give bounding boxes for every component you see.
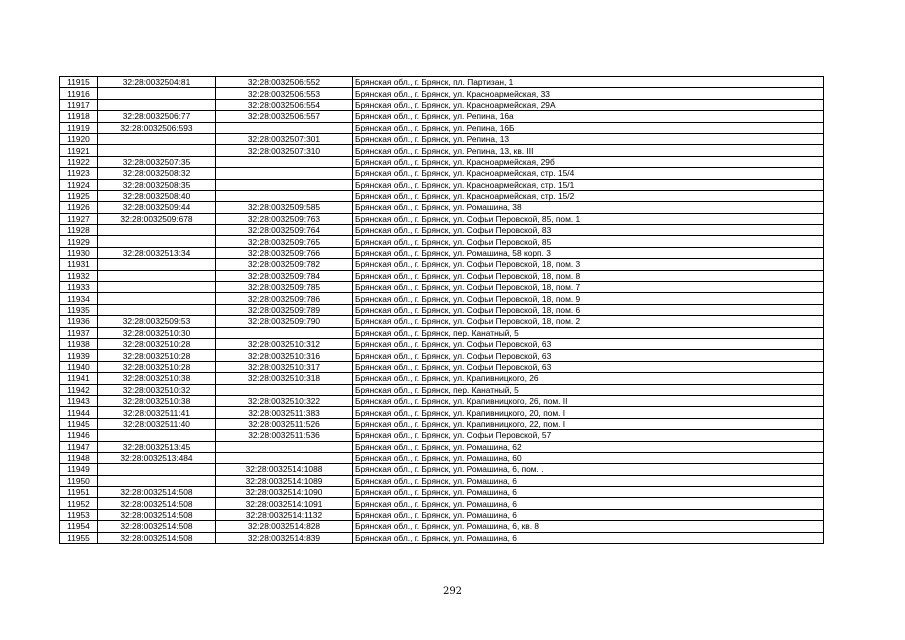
address-cell: Брянская обл., г. Брянск, ул. Ромашина, 58 корп. 3: [353, 247, 824, 258]
row-number-cell: 11937: [60, 327, 98, 338]
table-row: [60, 361, 824, 372]
parent-cadastral-number-cell: [98, 464, 216, 475]
address-cell: Брянская обл., г. Брянск, ул. Софьи Перовской, 85, пом. 1: [353, 213, 824, 224]
parent-cadastral-number-cell: 32:28:0032510:38: [98, 395, 216, 406]
parent-cadastral-number-cell: [98, 259, 216, 270]
row-number-cell: 11950: [60, 475, 98, 486]
table-row: [60, 521, 824, 532]
table-row: [60, 168, 824, 179]
table-row: [60, 464, 824, 475]
cadastral-number-cell: 32:28:0032506:553: [216, 88, 353, 99]
table-row: [60, 395, 824, 406]
cadastral-number-cell: 32:28:0032514:1088: [216, 464, 353, 475]
parent-cadastral-number-cell: [98, 282, 216, 293]
row-number-cell: 11946: [60, 430, 98, 441]
row-number-cell: 11945: [60, 418, 98, 429]
address-cell: Брянская обл., г. Брянск, ул. Софьи Перовской, 63: [353, 361, 824, 372]
table-row: [60, 304, 824, 315]
address-cell: Брянская обл., г. Брянск, ул. Красноармейская, 33: [353, 88, 824, 99]
address-cell: Брянская обл., г. Брянск, ул. Софьи Перовской, 85: [353, 236, 824, 247]
parent-cadastral-number-cell: [98, 133, 216, 144]
table-row: [60, 156, 824, 167]
row-number-cell: 11952: [60, 498, 98, 509]
parent-cadastral-number-cell: 32:28:0032511:41: [98, 407, 216, 418]
address-cell: Брянская обл., г. Брянск, ул. Ромашина, 38: [353, 202, 824, 213]
parent-cadastral-number-cell: [98, 304, 216, 315]
address-cell: Брянская обл., г. Брянск, ул. Репина, 16Б: [353, 122, 824, 133]
address-cell: Брянская обл., г. Брянск, ул. Ромашина, 6: [353, 475, 824, 486]
parent-cadastral-number-cell: 32:28:0032510:28: [98, 338, 216, 349]
row-number-cell: 11931: [60, 259, 98, 270]
address-cell: Брянская обл., г. Брянск, ул. Ромашина, 6: [353, 509, 824, 520]
cadastral-number-cell: 32:28:0032509:585: [216, 202, 353, 213]
parent-cadastral-number-cell: 32:28:0032513:484: [98, 452, 216, 463]
parent-cadastral-number-cell: [98, 145, 216, 156]
parent-cadastral-number-cell: 32:28:0032510:30: [98, 327, 216, 338]
cadastral-number-cell: [216, 190, 353, 201]
parent-cadastral-number-cell: 32:28:0032504:81: [98, 77, 216, 88]
row-number-cell: 11920: [60, 133, 98, 144]
cadastral-number-cell: 32:28:0032509:790: [216, 316, 353, 327]
address-cell: Брянская обл., г. Брянск, ул. Репина, 16а: [353, 111, 824, 122]
row-number-cell: 11939: [60, 350, 98, 361]
cadastral-number-cell: 32:28:0032514:1089: [216, 475, 353, 486]
row-number-cell: 11932: [60, 270, 98, 281]
table-row: [60, 190, 824, 201]
row-number-cell: 11919: [60, 122, 98, 133]
table-row: [60, 122, 824, 133]
table-row: [60, 430, 824, 441]
parent-cadastral-number-cell: 32:28:0032509:44: [98, 202, 216, 213]
cadastral-number-cell: 32:28:0032506:552: [216, 77, 353, 88]
cadastral-number-cell: [216, 441, 353, 452]
address-cell: Брянская обл., г. Брянск, пл. Партизан, 1: [353, 77, 824, 88]
cadastral-table: [59, 76, 824, 544]
address-cell: Брянская обл., г. Брянск, ул. Ромашина, 6: [353, 532, 824, 543]
table-row: [60, 270, 824, 281]
table-row: [60, 225, 824, 236]
parent-cadastral-number-cell: 32:28:0032508:35: [98, 179, 216, 190]
row-number-cell: 11928: [60, 225, 98, 236]
row-number-cell: 11933: [60, 282, 98, 293]
parent-cadastral-number-cell: 32:28:0032514:508: [98, 498, 216, 509]
cadastral-number-cell: 32:28:0032506:557: [216, 111, 353, 122]
parent-cadastral-number-cell: 32:28:0032514:508: [98, 487, 216, 498]
table-row: [60, 99, 824, 110]
address-cell: Брянская обл., г. Брянск, ул. Крапивницкого, 26, пом. II: [353, 395, 824, 406]
table-row: [60, 373, 824, 384]
row-number-cell: 11918: [60, 111, 98, 122]
table-row: [60, 338, 824, 349]
cadastral-number-cell: 32:28:0032511:526: [216, 418, 353, 429]
cadastral-number-cell: 32:28:0032509:763: [216, 213, 353, 224]
cadastral-number-cell: [216, 179, 353, 190]
table-row: [60, 247, 824, 258]
address-cell: Брянская обл., г. Брянск, ул. Красноармейская, стр. 15/4: [353, 168, 824, 179]
table-row: [60, 452, 824, 463]
row-number-cell: 11923: [60, 168, 98, 179]
row-number-cell: 11916: [60, 88, 98, 99]
row-number-cell: 11949: [60, 464, 98, 475]
cadastral-number-cell: 32:28:0032510:312: [216, 338, 353, 349]
table-row: [60, 259, 824, 270]
cadastral-number-cell: 32:28:0032511:383: [216, 407, 353, 418]
table-row: [60, 316, 824, 327]
row-number-cell: 11934: [60, 293, 98, 304]
parent-cadastral-number-cell: [98, 225, 216, 236]
row-number-cell: 11929: [60, 236, 98, 247]
address-cell: Брянская обл., г. Брянск, ул. Ромашина, 6: [353, 498, 824, 509]
row-number-cell: 11940: [60, 361, 98, 372]
cadastral-number-cell: 32:28:0032506:554: [216, 99, 353, 110]
parent-cadastral-number-cell: 32:28:0032513:45: [98, 441, 216, 452]
row-number-cell: 11924: [60, 179, 98, 190]
cadastral-number-cell: 32:28:0032510:322: [216, 395, 353, 406]
row-number-cell: 11915: [60, 77, 98, 88]
parent-cadastral-number-cell: 32:28:0032509:678: [98, 213, 216, 224]
row-number-cell: 11921: [60, 145, 98, 156]
parent-cadastral-number-cell: 32:28:0032508:40: [98, 190, 216, 201]
row-number-cell: 11935: [60, 304, 98, 315]
row-number-cell: 11936: [60, 316, 98, 327]
cadastral-number-cell: [216, 122, 353, 133]
cadastral-number-cell: 32:28:0032514:828: [216, 521, 353, 532]
parent-cadastral-number-cell: 32:28:0032507:35: [98, 156, 216, 167]
row-number-cell: 11938: [60, 338, 98, 349]
cadastral-number-cell: 32:28:0032511:536: [216, 430, 353, 441]
table-row: [60, 441, 824, 452]
address-cell: Брянская обл., г. Брянск, ул. Красноармейская, 29А: [353, 99, 824, 110]
table-row: [60, 145, 824, 156]
address-cell: Брянская обл., г. Брянск, ул. Софьи Перовской, 18, пом. 3: [353, 259, 824, 270]
table-row: [60, 236, 824, 247]
cadastral-number-cell: 32:28:0032507:301: [216, 133, 353, 144]
cadastral-number-cell: 32:28:0032509:784: [216, 270, 353, 281]
parent-cadastral-number-cell: [98, 475, 216, 486]
table-row: [60, 498, 824, 509]
address-cell: Брянская обл., г. Брянск, ул. Софьи Перовской, 18, пом. 2: [353, 316, 824, 327]
address-cell: Брянская обл., г. Брянск, ул. Ромашина, 6, кв. 8: [353, 521, 824, 532]
address-cell: Брянская обл., г. Брянск, ул. Красноармейская, 29б: [353, 156, 824, 167]
cadastral-number-cell: 32:28:0032514:839: [216, 532, 353, 543]
table-row: [60, 293, 824, 304]
parent-cadastral-number-cell: 32:28:0032509:53: [98, 316, 216, 327]
parent-cadastral-number-cell: [98, 430, 216, 441]
parent-cadastral-number-cell: 32:28:0032506:593: [98, 122, 216, 133]
table-row: [60, 532, 824, 543]
table-row: [60, 88, 824, 99]
table-row: [60, 327, 824, 338]
table-row: [60, 384, 824, 395]
address-cell: Брянская обл., г. Брянск, ул. Ромашина, 62: [353, 441, 824, 452]
cadastral-number-cell: 32:28:0032514:1091: [216, 498, 353, 509]
table-row: [60, 77, 824, 88]
parent-cadastral-number-cell: [98, 99, 216, 110]
table-row: [60, 133, 824, 144]
cadastral-number-cell: 32:28:0032510:318: [216, 373, 353, 384]
cadastral-number-cell: 32:28:0032514:1132: [216, 509, 353, 520]
row-number-cell: 11927: [60, 213, 98, 224]
row-number-cell: 11947: [60, 441, 98, 452]
table-row: [60, 487, 824, 498]
parent-cadastral-number-cell: 32:28:0032514:508: [98, 532, 216, 543]
parent-cadastral-number-cell: 32:28:0032511:40: [98, 418, 216, 429]
address-cell: Брянская обл., г. Брянск, ул. Репина, 13, кв. III: [353, 145, 824, 156]
parent-cadastral-number-cell: 32:28:0032514:508: [98, 509, 216, 520]
table-row: [60, 418, 824, 429]
cadastral-number-cell: 32:28:0032509:789: [216, 304, 353, 315]
address-cell: Брянская обл., г. Брянск, ул. Крапивницкого, 22, пом. I: [353, 418, 824, 429]
address-cell: Брянская обл., г. Брянск, ул. Ромашина, 6: [353, 487, 824, 498]
cadastral-number-cell: 32:28:0032510:316: [216, 350, 353, 361]
cadastral-number-cell: 32:28:0032507:310: [216, 145, 353, 156]
cadastral-number-cell: [216, 452, 353, 463]
cadastral-number-cell: 32:28:0032514:1090: [216, 487, 353, 498]
parent-cadastral-number-cell: 32:28:0032510:28: [98, 350, 216, 361]
row-number-cell: 11917: [60, 99, 98, 110]
parent-cadastral-number-cell: [98, 293, 216, 304]
row-number-cell: 11943: [60, 395, 98, 406]
address-cell: Брянская обл., г. Брянск, ул. Софьи Перовской, 83: [353, 225, 824, 236]
row-number-cell: 11930: [60, 247, 98, 258]
parent-cadastral-number-cell: 32:28:0032513:34: [98, 247, 216, 258]
row-number-cell: 11953: [60, 509, 98, 520]
address-cell: Брянская обл., г. Брянск, ул. Красноармейская, стр. 15/1: [353, 179, 824, 190]
row-number-cell: 11955: [60, 532, 98, 543]
cadastral-number-cell: 32:28:0032509:782: [216, 259, 353, 270]
cadastral-number-cell: 32:28:0032509:764: [216, 225, 353, 236]
row-number-cell: 11925: [60, 190, 98, 201]
address-cell: Брянская обл., г. Брянск, ул. Ромашина, 60: [353, 452, 824, 463]
address-cell: Брянская обл., г. Брянск, ул. Крапивницкого, 20, пом. I: [353, 407, 824, 418]
cadastral-number-cell: 32:28:0032510:317: [216, 361, 353, 372]
parent-cadastral-number-cell: 32:28:0032514:508: [98, 521, 216, 532]
cadastral-number-cell: 32:28:0032509:765: [216, 236, 353, 247]
cadastral-number-cell: [216, 156, 353, 167]
cadastral-number-cell: 32:28:0032509:785: [216, 282, 353, 293]
row-number-cell: 11951: [60, 487, 98, 498]
table-row: [60, 282, 824, 293]
parent-cadastral-number-cell: 32:28:0032510:38: [98, 373, 216, 384]
table-row: [60, 509, 824, 520]
parent-cadastral-number-cell: 32:28:0032506:77: [98, 111, 216, 122]
parent-cadastral-number-cell: [98, 236, 216, 247]
address-cell: Брянская обл., г. Брянск, ул. Софьи Перовской, 18, пом. 7: [353, 282, 824, 293]
cadastral-number-cell: 32:28:0032509:786: [216, 293, 353, 304]
parent-cadastral-number-cell: [98, 88, 216, 99]
address-cell: Брянская обл., г. Брянск, ул. Ромашина, 6, пом. .: [353, 464, 824, 475]
address-cell: Брянская обл., г. Брянск, ул. Софьи Перовской, 18, пом. 9: [353, 293, 824, 304]
row-number-cell: 11941: [60, 373, 98, 384]
address-cell: Брянская обл., г. Брянск, ул. Софьи Перовской, 63: [353, 350, 824, 361]
row-number-cell: 11944: [60, 407, 98, 418]
row-number-cell: 11926: [60, 202, 98, 213]
page-number: 292: [442, 586, 463, 597]
parent-cadastral-number-cell: 32:28:0032508:32: [98, 168, 216, 179]
address-cell: Брянская обл., г. Брянск, ул. Репина, 13: [353, 133, 824, 144]
address-cell: Брянская обл., г. Брянск, ул. Софьи Перовской, 63: [353, 338, 824, 349]
parent-cadastral-number-cell: [98, 270, 216, 281]
table-row: [60, 350, 824, 361]
row-number-cell: 11954: [60, 521, 98, 532]
address-cell: Брянская обл., г. Брянск, ул. Софьи Перовской, 18, пом. 6: [353, 304, 824, 315]
row-number-cell: 11942: [60, 384, 98, 395]
address-cell: Брянская обл., г. Брянск, ул. Красноармейская, стр. 15/2: [353, 190, 824, 201]
cadastral-table-body: [60, 77, 824, 544]
parent-cadastral-number-cell: 32:28:0032510:28: [98, 361, 216, 372]
cadastral-number-cell: 32:28:0032509:766: [216, 247, 353, 258]
cadastral-number-cell: [216, 384, 353, 395]
address-cell: Брянская обл., г. Брянск, ул. Крапивницкого, 26: [353, 373, 824, 384]
table-row: [60, 202, 824, 213]
cadastral-number-cell: [216, 327, 353, 338]
address-cell: Брянская обл., г. Брянск, ул. Софьи Перовской, 18, пом. 8: [353, 270, 824, 281]
address-cell: Брянская обл., г. Брянск, ул. Софьи Перовской, 57: [353, 430, 824, 441]
row-number-cell: 11922: [60, 156, 98, 167]
address-cell: Брянская обл., г. Брянск, пер. Канатный, 5: [353, 327, 824, 338]
table-row: [60, 407, 824, 418]
cadastral-number-cell: [216, 168, 353, 179]
table-row: [60, 475, 824, 486]
address-cell: Брянская обл., г. Брянск, пер. Канатный, 5: [353, 384, 824, 395]
table-row: [60, 179, 824, 190]
row-number-cell: 11948: [60, 452, 98, 463]
table-row: [60, 213, 824, 224]
parent-cadastral-number-cell: 32:28:0032510:32: [98, 384, 216, 395]
table-row: [60, 111, 824, 122]
